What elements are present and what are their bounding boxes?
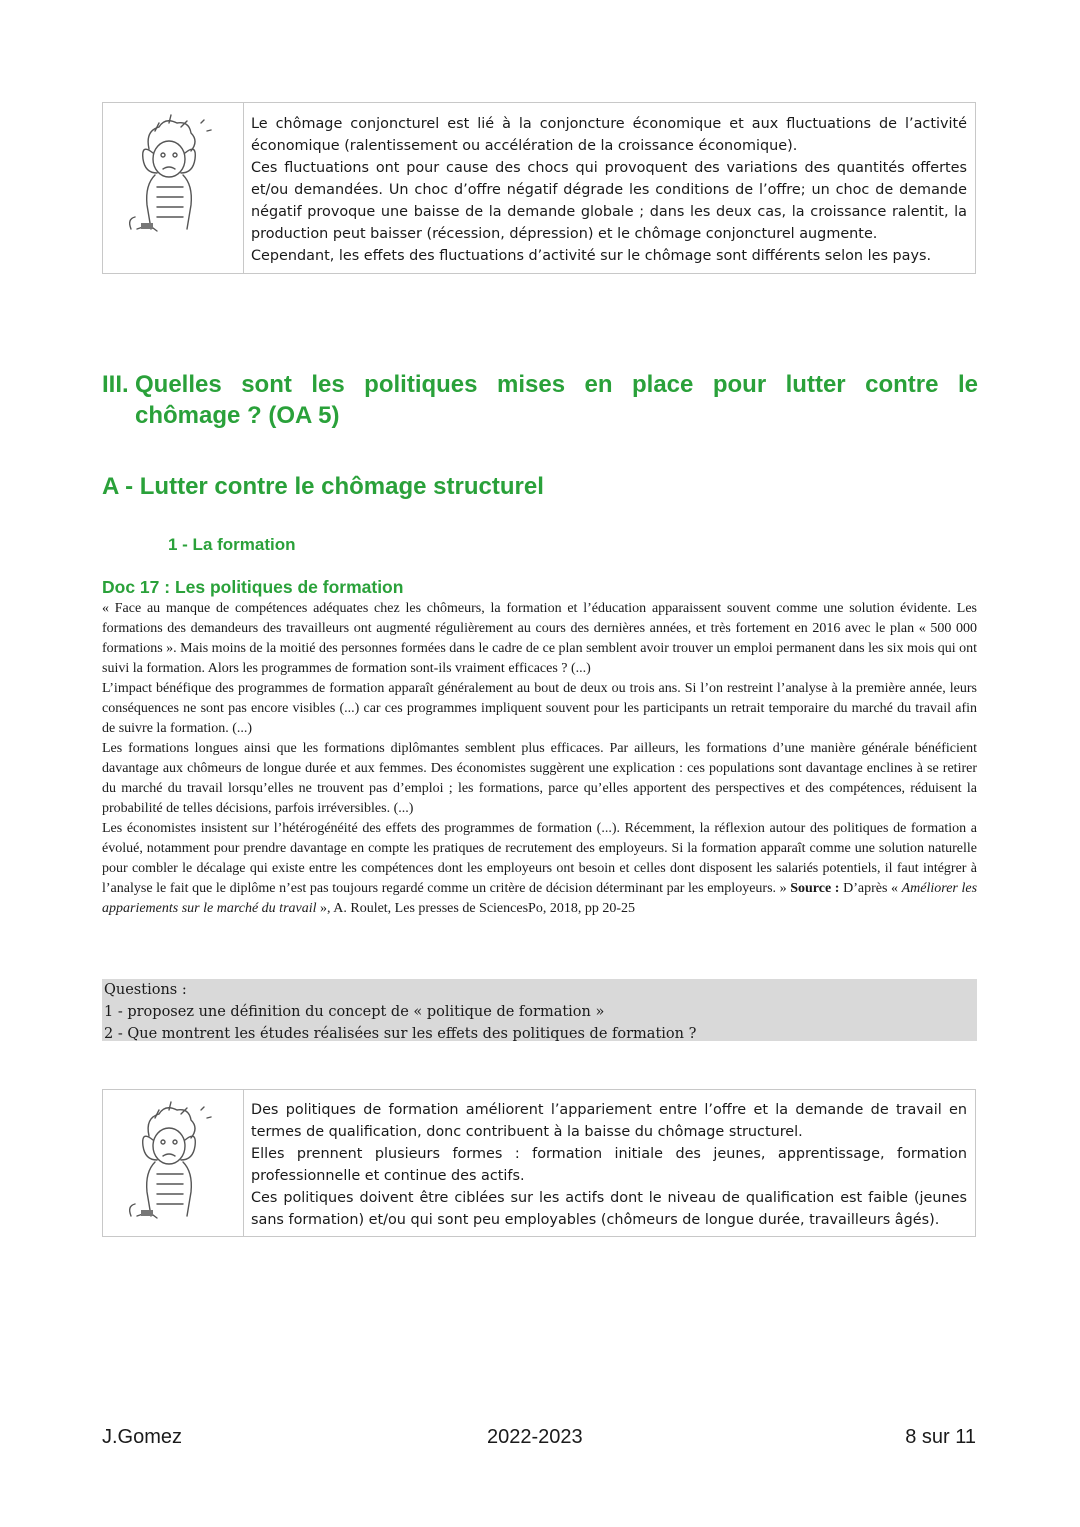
summary-paragraph: Ces politiques doivent être ciblées sur les actifs dont le niveau de qualification est faible (jeunes sans formation) et/ou qui sont peu employables (chômeurs de longue durée, travailleurs âgés). — [251, 1190, 967, 1228]
heading-word: Quelles — [135, 371, 222, 398]
heading-word: place — [632, 371, 694, 398]
doc-paragraph: Les formations longues ainsi que les formations diplômantes semblent plus efficaces. Par ailleurs, les formations d’une manière générale bénéficient davantage aux chômeurs de longue durée et aux femmes. Des économistes suggèrent une explication : ces populations sont davantage enclines à se retirer du marché du travail lorsqu’elles ne trouvent pas d’emploi ; les formations, parce qu’elles apportent des perspectives et des compétences, réduisent la probabilité de telles décisions, parfois irréversibles. (...) — [102, 741, 977, 816]
section-heading-line2: chômage ? (OA 5) — [135, 402, 340, 429]
summary-box-formation — [102, 1089, 976, 1237]
doc-title: Doc 17 : Les politiques de formation — [102, 577, 404, 597]
thinking-person-icon — [111, 109, 235, 237]
questions-heading: Questions : — [104, 982, 187, 998]
summary-paragraph: Elles prennent plusieurs formes : formation initiale des jeunes, apprentissage, formation professionnelle et continue des actifs. — [251, 1146, 967, 1184]
thinker-illustration — [103, 1090, 244, 1236]
section-heading-line1 — [102, 369, 978, 400]
doc-paragraph: « Face au manque de compétences adéquates chez les chômeurs, la formation et l’éducation apparaissent souvent comme une solution évidente. Les formations des demandeurs des travailleurs ont augmenté régulièrement au cours des dernières années, et très fortement en 2016 avec le plan « 500 000 formations ». Mais moins de la moitié des personnes formées dans le cadre de ce plan semblent avoir trouver un emploi permanent dans les six mois qui ont suivi la formation. Alors les programmes de formation sont-ils vraiment efficaces ? (...) — [102, 601, 977, 676]
footer-year: 2022-2023 — [487, 1426, 583, 1448]
section-number: III. — [102, 371, 129, 398]
subsubsection-heading: 1 - La formation — [168, 535, 296, 554]
heading-word: pour — [712, 371, 767, 398]
section-heading — [102, 369, 978, 431]
source-prefix: D’après « — [843, 881, 898, 896]
summary-text — [251, 113, 967, 267]
thinking-person-icon — [111, 1096, 235, 1224]
heading-word: politiques — [364, 371, 478, 398]
summary-paragraph: Cependant, les effets des fluctuations d’activité sur le chômage sont différents selon les pays. — [251, 248, 932, 264]
footer-page-number: 8 sur 11 — [905, 1426, 976, 1448]
doc-body — [102, 599, 977, 919]
subsection-heading: A - Lutter contre le chômage structurel — [102, 473, 544, 500]
summary-paragraph: Des politiques de formation améliorent l’appariement entre l’offre et la demande de travail en termes de qualification, donc contribuent à la baisse du chômage structurel. — [251, 1102, 967, 1140]
question-item: 1 - proposez une définition du concept de « politique de formation » — [104, 1004, 605, 1020]
summary-paragraph: Ces fluctuations ont pour cause des chocs qui provoquent des variations des quantités offertes et/ou demandées. Un choc d’offre négatif dégrade les conditions de l’offre; un choc de demande négatif provoque une baisse de la demande globale ; dans les deux cas, la croissance ralentit, la production peut baisser (récession, dépression) et le chômage conjoncturel augmente. — [251, 160, 967, 242]
heading-word: mises — [496, 371, 566, 398]
questions-box — [102, 979, 977, 1041]
doc-paragraph: L’impact bénéfique des programmes de formation apparaît généralement au bout de deux ou trois ans. Si l’on restreint l’analyse à la première année, leurs conséquences ne sont pas encore visibles (...) car ces programmes impliquent souvent pour les participants un retrait temporaire du marché du travail afin de suivre la formation. (...) — [102, 681, 977, 736]
heading-word: les — [311, 371, 345, 398]
source-label: Source : — [790, 881, 840, 896]
heading-word: le — [957, 371, 978, 398]
source-suffix: », A. Roulet, Les presses de SciencesPo, 2018, pp 20-25 — [320, 901, 635, 916]
doc-paragraph-last — [102, 819, 977, 919]
summary-text — [251, 1099, 967, 1231]
summary-paragraph: Le chômage conjoncturel est lié à la conjoncture économique et aux fluctuations de l’activité économique (ralentissement ou accélération de la croissance économique). — [251, 116, 967, 154]
summary-box-conjoncturel — [102, 102, 976, 274]
heading-word: contre — [865, 371, 939, 398]
footer-author: J.Gomez — [102, 1426, 183, 1448]
heading-word: sont — [241, 371, 292, 398]
doc-paragraph-text: Les économistes insistent sur l’hétérogénéité des effets des programmes de formation (...). Récemment, la réflexion autour des politiques de formation a évolué, notamment pour prendre davantage en compte les pratiques de recrutement des employeurs. Si la formation apparaît comme une solution naturelle pour combler le décalage qui existe entre les compétences dont les employeurs ont besoin et celles dont disposent les salariés potentiels, il faut intégrer à l’analyse le fait que le diplôme n’est pas toujours regardé comme un critère de décision déterminant par les employeurs. » — [102, 821, 977, 896]
source-title: Améliorer les appariements sur le marché du travail — [102, 881, 978, 916]
thinker-illustration — [103, 103, 244, 273]
heading-word: lutter — [785, 371, 846, 398]
heading-word: en — [584, 371, 613, 398]
question-item: 2 - Que montrent les études réalisées sur les effets des politiques de formation ? — [104, 1026, 697, 1042]
